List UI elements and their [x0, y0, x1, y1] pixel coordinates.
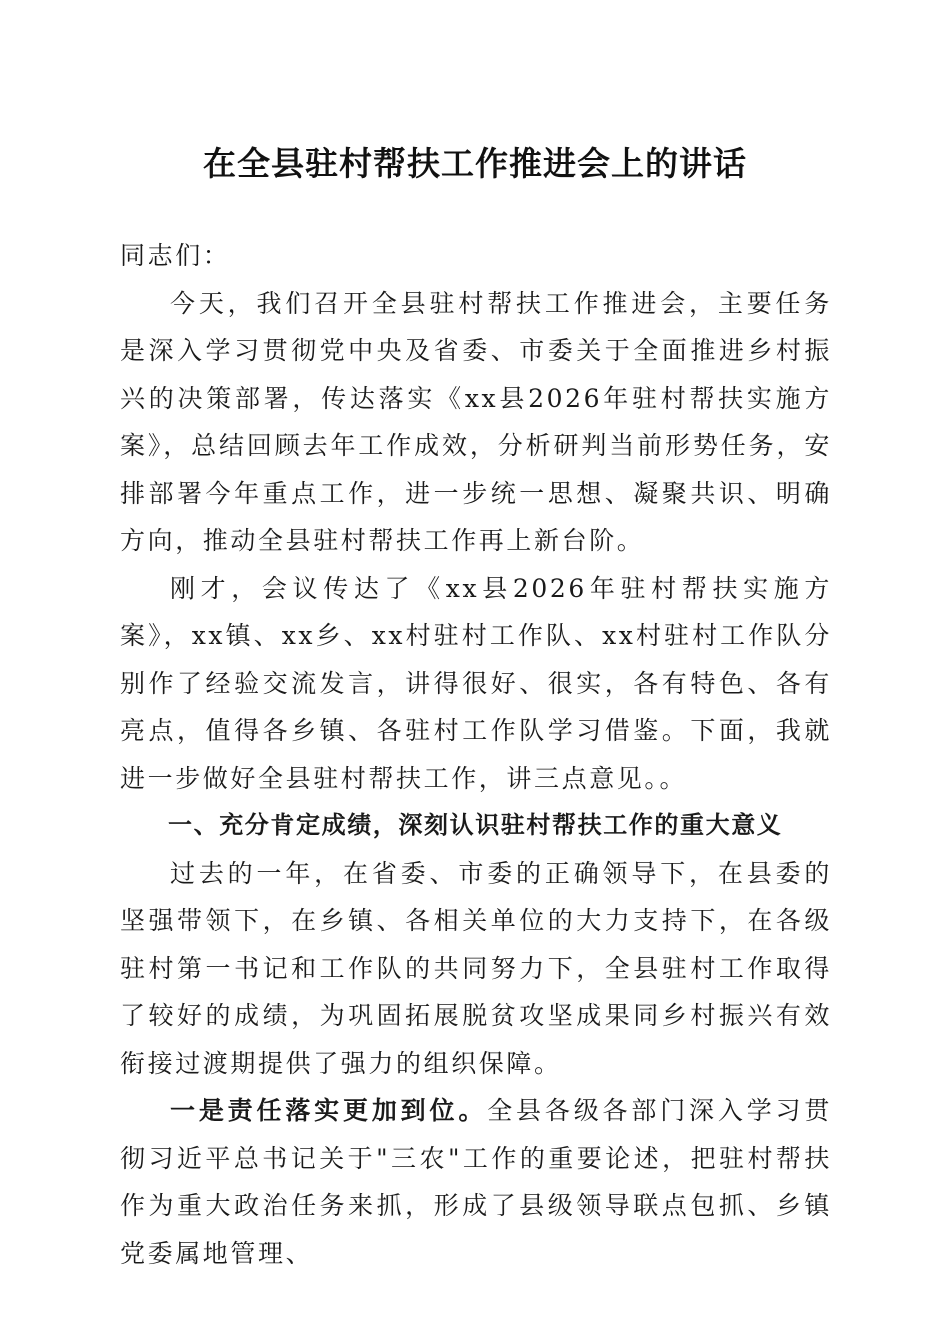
document-title: 在全县驻村帮扶工作推进会上的讲话 [203, 144, 747, 183]
paragraph-meeting-summary: 刚才，会议传达了《xx县2026年驻村帮扶实施方案》，xx镇、xx乡、xx村驻村工作队、xx村驻村工作队分别作了经验交流发言，讲得很好、很实，各有特色、各有亮点，值得各乡镇、各驻村工作队学习借鉴。下面，我就进一步做好全县驻村帮扶工作，讲三点意见。。 [120, 573, 832, 793]
point-1-lead: 一是责任落实更加到位。 [170, 1096, 488, 1125]
section-1-intro: 过去的一年，在省委、市委的正确领导下，在县委的坚强带领下，在乡镇、各相关单位的大力支持下，在各级驻村第一书记和工作队的共同努力下，全县驻村工作取得了较好的成绩，为巩固拓展脱贫攻坚成果同乡村振兴有效衔接过渡期提供了强力的组织保障。 [120, 858, 832, 1078]
paragraph-opening: 今天，我们召开全县驻村帮扶工作推进会，主要任务是深入学习贯彻党中央及省委、市委关于全面推进乡村振兴的决策部署，传达落实《xx县2026年驻村帮扶实施方案》，总结回顾去年工作成效，分析研判当前形势任务，安排部署今年重点工作，进一步统一思想、凝聚共识、明确方向，推动全县驻村帮扶工作再上新台阶。 [120, 288, 832, 555]
point-1-text: 全县各级各部门深入学习贯彻习近平总书记关于"三农"工作的重要论述，把驻村帮扶作为重大政治任务来抓，形成了县级领导联点包抓、乡镇党委属地管理、 [120, 1096, 832, 1268]
document-body [120, 232, 832, 1277]
section-1-point-1 [120, 1087, 832, 1277]
section-heading-1: 一、充分肯定成绩，深刻认识驻村帮扶工作的重大意义 [168, 811, 783, 839]
greeting: 同志们： [120, 241, 231, 270]
